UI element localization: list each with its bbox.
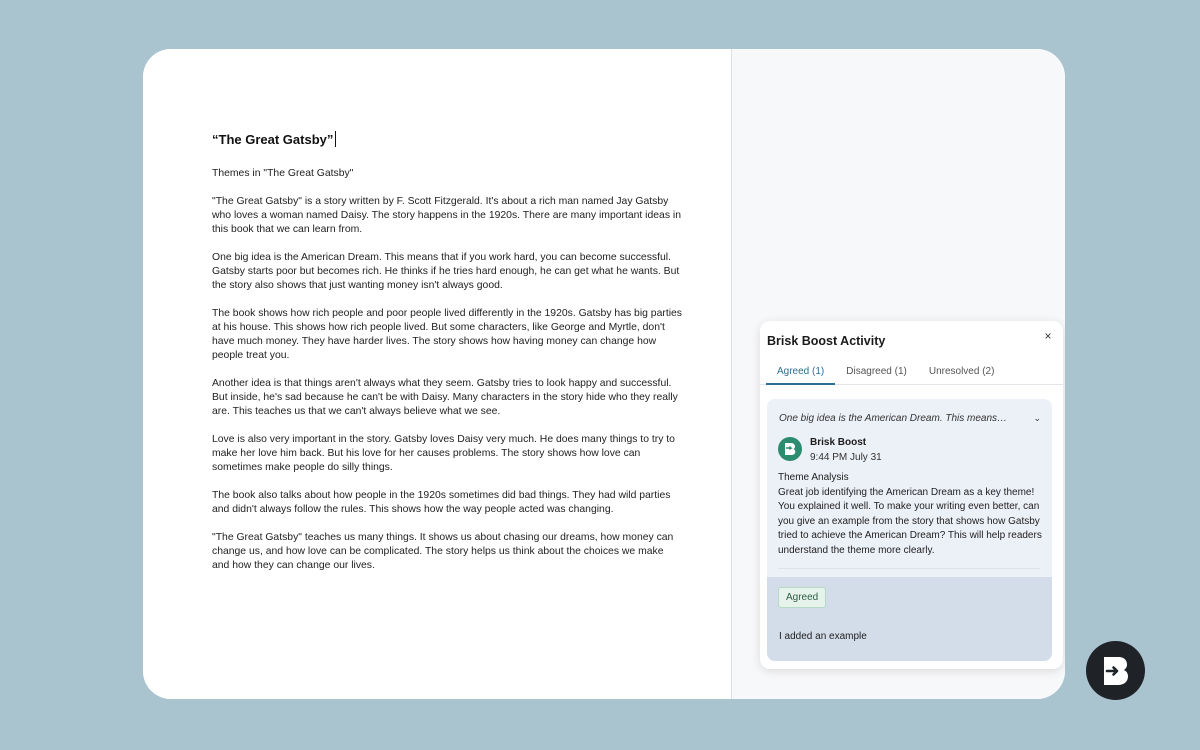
brisk-logo-icon bbox=[1100, 654, 1132, 688]
brisk-launcher-button[interactable] bbox=[1086, 641, 1145, 700]
document-title[interactable] bbox=[212, 131, 682, 147]
document-paragraph: "The Great Gatsby" is a story written by F. Scott Fitzgerald. It's about a rich man named Jay Gatsby who loves a woman named Daisy. The story happens in the 1920s. There are many important ideas in this book that we can learn from. bbox=[212, 196, 681, 235]
divider bbox=[778, 568, 1040, 569]
reply-area bbox=[767, 577, 1052, 661]
reply-text: I added an example bbox=[779, 631, 867, 642]
close-icon[interactable]: × bbox=[1044, 329, 1052, 343]
text-cursor bbox=[335, 131, 336, 147]
activity-tabs bbox=[760, 361, 1063, 385]
comment-title: Theme Analysis bbox=[778, 472, 849, 483]
comment-timestamp: 9:44 PM July 31 bbox=[810, 452, 882, 463]
document-paragraph: Themes in "The Great Gatsby" bbox=[212, 168, 354, 179]
document-page[interactable] bbox=[143, 49, 732, 699]
brisk-logo-icon bbox=[778, 437, 802, 461]
tab-unresolved[interactable]: Unresolved (2) bbox=[928, 366, 995, 377]
document-title-text: “The Great Gatsby” bbox=[212, 131, 334, 147]
comment-body: Great job identifying the American Dream as a key theme! You explained it well. To make your writing even better, can you give an example from the story that shows how Gatsby tried to achieve the American Dream? This will help readers understand the theme more clearly. bbox=[778, 486, 1042, 556]
document-paragraph: Another idea is that things aren't always what they seem. Gatsby tries to look happy and successful. But inside, he's sad because he can't be with Daisy. Many characters in the story hide who they really are. This teaches us that we can't always believe what we see. bbox=[212, 378, 678, 417]
tab-disagreed[interactable]: Disagreed (1) bbox=[846, 366, 907, 377]
comment-author: Brisk Boost bbox=[810, 437, 867, 448]
brisk-boost-panel bbox=[760, 321, 1063, 669]
document-paragraph: "The Great Gatsby" teaches us many things. It shows us about chasing our dreams, how money can change us, and how love can be complicated. The story helps us think about the choices we make and how they can change our lives. bbox=[212, 532, 674, 571]
document-paragraph: The book also talks about how people in the 1920s sometimes did bad things. They had wild parties and didn't always follow the rules. This shows how the way people acted was changing. bbox=[212, 490, 671, 515]
document-paragraph: Love is also very important in the story. Gatsby loves Daisy very much. He does many things to try to make her love him back. But his love for her causes problems. The story shows how love can sometimes make people do silly things. bbox=[212, 434, 675, 473]
tab-agreed[interactable]: Agreed (1) bbox=[766, 361, 835, 385]
app-window bbox=[143, 49, 1065, 699]
chevron-down-icon[interactable]: ⌄ bbox=[1033, 412, 1041, 423]
panel-title: Brisk Boost Activity bbox=[767, 334, 886, 348]
feedback-excerpt: One big idea is the American Dream. This means… bbox=[779, 412, 1008, 424]
document-body bbox=[212, 131, 682, 587]
document-paragraph: The book shows how rich people and poor people lived differently in the 1920s. Gatsby has big parties at his house. This shows how rich people lived. But some characters, like George and Myrtle, don't have much money. They have harder lives. The story shows how having money can change how people treat you. bbox=[212, 308, 682, 361]
feedback-card bbox=[767, 399, 1052, 661]
comment-text bbox=[778, 471, 1043, 558]
feedback-excerpt-row[interactable] bbox=[779, 411, 1041, 425]
document-paragraph: One big idea is the American Dream. This means that if you work hard, you can become successful. Gatsby starts poor but becomes rich. He thinks if he tries hard enough, he can get what he wants. But the story also shows that just wanting money isn't always good. bbox=[212, 252, 680, 291]
status-badge[interactable]: Agreed bbox=[778, 587, 826, 608]
